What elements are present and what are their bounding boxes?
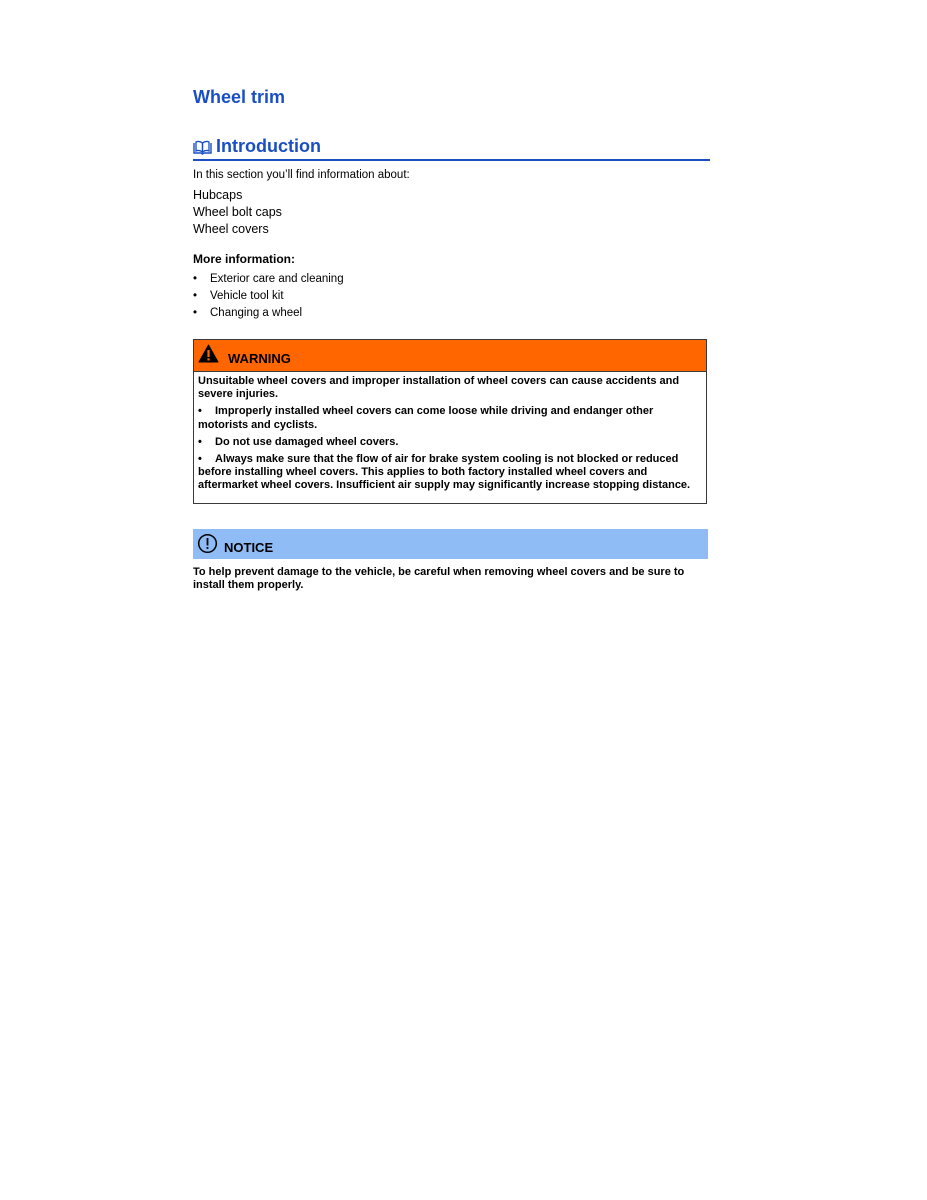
more-info-item[interactable]: • Changing a wheel xyxy=(193,307,303,319)
warning-box xyxy=(193,339,707,504)
warning-bullet: • Improperly installed wheel covers can come loose while driving and endanger other motorists and cyclists. xyxy=(198,405,654,431)
more-info-link[interactable]: Changing a wheel xyxy=(210,307,303,319)
more-info-link[interactable]: Exterior care and cleaning xyxy=(210,273,344,285)
exclamation-circle-icon xyxy=(197,533,218,554)
notice-text: To help prevent damage to the vehicle, be careful when removing wheel covers and be sure to install them properly. xyxy=(193,566,685,592)
section-title: Introduction xyxy=(216,136,321,156)
more-info-list xyxy=(193,273,344,324)
warning-body xyxy=(194,372,706,493)
warning-triangle-icon xyxy=(198,344,219,363)
topic-item: Hubcaps xyxy=(193,188,243,202)
warning-title: WARNING xyxy=(228,351,291,366)
more-info-label: More information: xyxy=(193,252,295,266)
topic-item: Wheel covers xyxy=(193,222,269,236)
book-icon xyxy=(193,140,212,155)
topic-item: Wheel bolt caps xyxy=(193,205,282,219)
more-info-item[interactable]: • Exterior care and cleaning xyxy=(193,273,344,285)
page-title: Wheel trim xyxy=(193,87,286,107)
section-heading xyxy=(193,136,710,161)
notice-header xyxy=(193,529,708,559)
warning-header xyxy=(194,340,706,372)
notice-title: NOTICE xyxy=(224,540,274,555)
intro-text: In this section you’ll find information about: xyxy=(193,169,410,181)
warning-lead: Unsuitable wheel covers and improper installation of wheel covers can cause accidents and severe injuries. xyxy=(198,375,680,401)
more-info-item[interactable]: • Vehicle tool kit xyxy=(193,290,284,302)
warning-bullet: • Always make sure that the flow of air for brake system cooling is not blocked or reduced before installing wheel covers. This applies to both factory installed wheel covers and aftermarket wheel covers. Insufficient air supply may significantly increase stopping distance. xyxy=(198,453,691,492)
more-info-link[interactable]: Vehicle tool kit xyxy=(210,290,284,302)
warning-bullet: • Do not use damaged wheel covers. xyxy=(198,435,399,448)
